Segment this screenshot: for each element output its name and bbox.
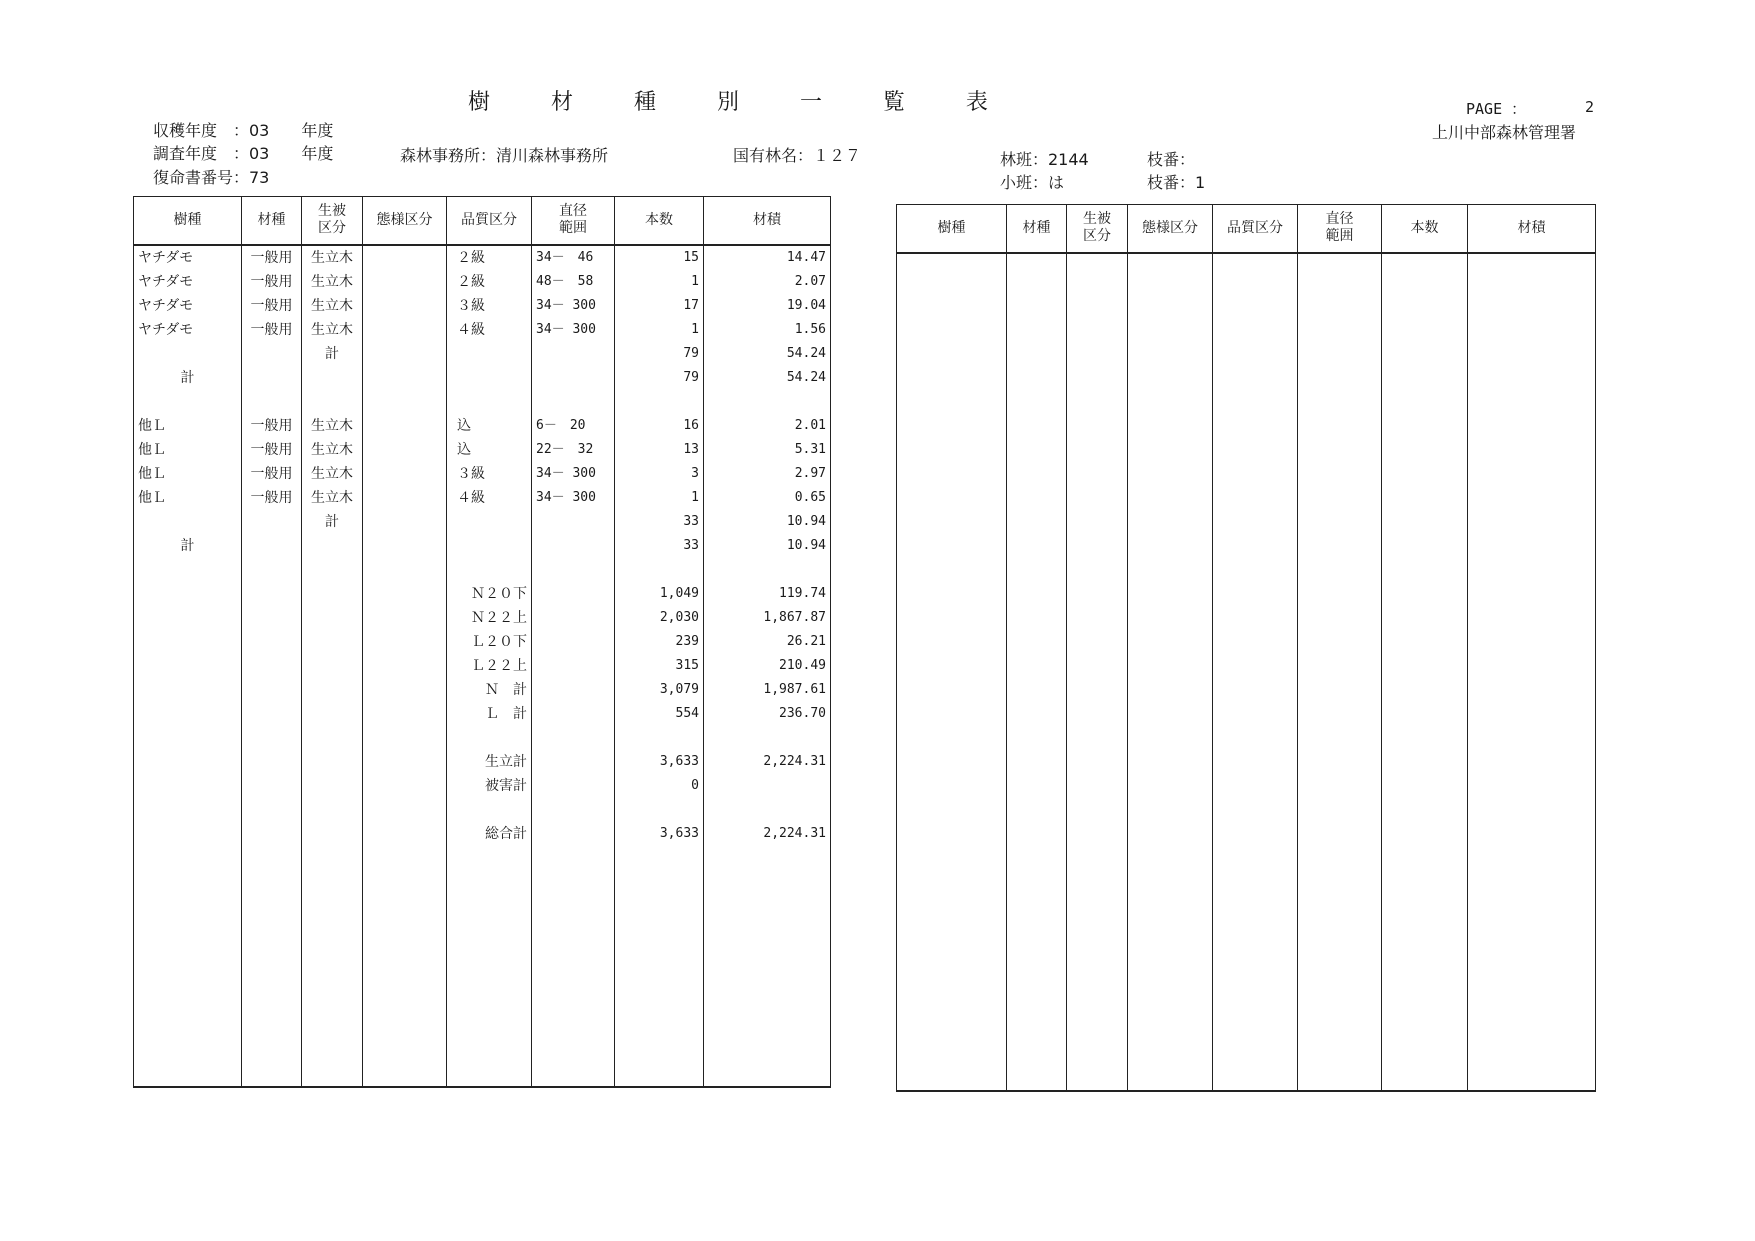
material-cell: 一般用 [242, 318, 302, 342]
species-cell: ヤチダモ [134, 270, 242, 294]
diameter-cell [532, 822, 615, 846]
table-row [134, 774, 831, 798]
count-cell: 1 [615, 486, 704, 510]
damage-cell [302, 558, 363, 582]
material-cell [242, 342, 302, 366]
species-cell [134, 774, 242, 798]
volume-cell: 10.94 [704, 534, 831, 558]
diameter-cell [532, 774, 615, 798]
volume-cell: 1,867.87 [704, 606, 831, 630]
damage-cell: 生立木 [302, 245, 363, 270]
quality-cell: 込 [447, 438, 532, 462]
material-cell [242, 774, 302, 798]
damage-cell [302, 822, 363, 846]
status-cell [363, 678, 447, 702]
empty-row [134, 846, 831, 1088]
title-char: 表 [965, 90, 988, 115]
quality-cell: 込 [447, 414, 532, 438]
species-cell: 他Ｌ [134, 414, 242, 438]
count-cell: 0 [615, 774, 704, 798]
damage-cell: 生立木 [302, 438, 363, 462]
col-material: 材種 [1007, 205, 1067, 253]
species-cell [134, 342, 242, 366]
diameter-cell [532, 342, 615, 366]
quality-cell: Ｌ２０下 [447, 630, 532, 654]
damage-cell [302, 390, 363, 414]
title-char: 別 [716, 90, 739, 115]
species-cell [134, 702, 242, 726]
col-status: 態様区分 [363, 197, 447, 245]
quality-cell: 総合計 [447, 822, 532, 846]
damage-cell: 生立木 [302, 486, 363, 510]
material-cell [242, 654, 302, 678]
col-diameter: 直径 範囲 [532, 197, 615, 245]
count-cell: 16 [615, 414, 704, 438]
table-row [134, 510, 831, 534]
col-volume: 材積 [704, 197, 831, 245]
count-cell [615, 726, 704, 750]
diameter-cell: 48－ 58 [532, 270, 615, 294]
col-species: 樹種 [897, 205, 1007, 253]
damage-cell [302, 654, 363, 678]
table-row [134, 654, 831, 678]
damage-cell [302, 798, 363, 822]
diameter-cell: 22－ 32 [532, 438, 615, 462]
damage-cell: 計 [302, 510, 363, 534]
status-cell [363, 774, 447, 798]
count-cell: 239 [615, 630, 704, 654]
quality-cell: Ｎ２０下 [447, 582, 532, 606]
forest-office: 森林事務所：清川森林事務所 [400, 146, 609, 165]
col-species: 樹種 [134, 197, 242, 245]
quality-cell [447, 534, 532, 558]
material-cell: 一般用 [242, 270, 302, 294]
table-row [134, 726, 831, 750]
table-row [134, 534, 831, 558]
count-cell: 13 [615, 438, 704, 462]
diameter-cell [532, 798, 615, 822]
diameter-cell [532, 390, 615, 414]
damage-cell: 生立木 [302, 294, 363, 318]
status-cell [363, 798, 447, 822]
status-cell [363, 462, 447, 486]
quality-cell: ３級 [447, 294, 532, 318]
quality-cell: 生立計 [447, 750, 532, 774]
species-cell: 他Ｌ [134, 462, 242, 486]
count-cell: 33 [615, 510, 704, 534]
species-cell: ヤチダモ [134, 245, 242, 270]
volume-cell [704, 390, 831, 414]
count-cell: 1 [615, 270, 704, 294]
diameter-cell: 34－ 46 [532, 245, 615, 270]
damage-cell [302, 702, 363, 726]
volume-cell: 1,987.61 [704, 678, 831, 702]
quality-cell: 被害計 [447, 774, 532, 798]
diameter-cell: 34－ 300 [532, 318, 615, 342]
material-cell: 一般用 [242, 438, 302, 462]
status-cell [363, 750, 447, 774]
table-row [134, 678, 831, 702]
status-cell [363, 726, 447, 750]
material-cell [242, 510, 302, 534]
count-cell: 3,079 [615, 678, 704, 702]
table-row [134, 294, 831, 318]
table-row [134, 630, 831, 654]
species-cell [134, 678, 242, 702]
diameter-cell: 34－ 300 [532, 462, 615, 486]
quality-cell [447, 558, 532, 582]
quality-cell: ４級 [447, 486, 532, 510]
col-material: 材種 [242, 197, 302, 245]
species-cell [134, 390, 242, 414]
material-cell [242, 702, 302, 726]
damage-cell: 計 [302, 342, 363, 366]
count-cell: 33 [615, 534, 704, 558]
quality-cell [447, 342, 532, 366]
status-cell [363, 558, 447, 582]
material-cell: 一般用 [242, 486, 302, 510]
document-title [468, 85, 988, 116]
species-table-right [896, 204, 1596, 1092]
title-char: 覧 [882, 90, 905, 115]
count-cell: 315 [615, 654, 704, 678]
edaban-2: 枝番：1 [1147, 173, 1206, 192]
diameter-cell [532, 630, 615, 654]
office-name: 上川中部森林管理署 [1432, 123, 1577, 142]
diameter-cell [532, 726, 615, 750]
status-cell [363, 582, 447, 606]
quality-cell: Ｌ 計 [447, 702, 532, 726]
count-cell: 2,030 [615, 606, 704, 630]
damage-cell [302, 630, 363, 654]
quality-cell: ２級 [447, 245, 532, 270]
diameter-cell: 34－ 300 [532, 486, 615, 510]
species-cell [134, 654, 242, 678]
count-cell: 17 [615, 294, 704, 318]
table-row [134, 414, 831, 438]
quality-cell [447, 510, 532, 534]
material-cell: 一般用 [242, 414, 302, 438]
volume-cell: 54.24 [704, 342, 831, 366]
damage-cell [302, 366, 363, 390]
status-cell [363, 390, 447, 414]
quality-cell: ２級 [447, 270, 532, 294]
volume-cell: 119.74 [704, 582, 831, 606]
material-cell [242, 822, 302, 846]
col-damage: 生被 区分 [1067, 205, 1128, 253]
species-cell [134, 510, 242, 534]
empty-row [897, 253, 1596, 1092]
species-cell [134, 582, 242, 606]
page-number: 2 [1585, 98, 1595, 116]
quality-cell: ３級 [447, 462, 532, 486]
table-row [134, 558, 831, 582]
count-cell: 3,633 [615, 750, 704, 774]
diameter-cell [532, 750, 615, 774]
volume-cell: 2.07 [704, 270, 831, 294]
count-cell: 79 [615, 342, 704, 366]
diameter-cell [532, 702, 615, 726]
table-row [134, 462, 831, 486]
diameter-cell: 34－ 300 [532, 294, 615, 318]
table-row [134, 270, 831, 294]
status-cell [363, 414, 447, 438]
damage-cell [302, 750, 363, 774]
col-diameter: 直径 範囲 [1298, 205, 1382, 253]
material-cell: 一般用 [242, 294, 302, 318]
table-row [134, 582, 831, 606]
count-cell: 1,049 [615, 582, 704, 606]
order-number: 復命書番号：73 [153, 168, 270, 187]
volume-cell: 236.70 [704, 702, 831, 726]
table-row [134, 798, 831, 822]
table-row [134, 342, 831, 366]
material-cell [242, 798, 302, 822]
volume-cell: 2,224.31 [704, 750, 831, 774]
volume-cell: 5.31 [704, 438, 831, 462]
table-row [134, 702, 831, 726]
species-cell [134, 798, 242, 822]
quality-cell [447, 390, 532, 414]
table-row [134, 390, 831, 414]
volume-cell: 14.47 [704, 245, 831, 270]
table-row [134, 486, 831, 510]
status-cell [363, 342, 447, 366]
species-cell: 計 [134, 534, 242, 558]
diameter-cell [532, 510, 615, 534]
volume-cell [704, 726, 831, 750]
volume-cell: 2,224.31 [704, 822, 831, 846]
diameter-cell [532, 678, 615, 702]
species-cell: 他Ｌ [134, 438, 242, 462]
diameter-cell [532, 366, 615, 390]
damage-cell: 生立木 [302, 270, 363, 294]
table-row [134, 318, 831, 342]
quality-cell: Ｎ２２上 [447, 606, 532, 630]
volume-cell: 210.49 [704, 654, 831, 678]
quality-cell [447, 366, 532, 390]
table-row [134, 750, 831, 774]
volume-cell: 54.24 [704, 366, 831, 390]
national-forest-name: 国有林名：１２７ [733, 146, 862, 165]
species-table-left [133, 196, 831, 1088]
status-cell [363, 270, 447, 294]
diameter-cell [532, 558, 615, 582]
status-cell [363, 486, 447, 510]
count-cell: 3,633 [615, 822, 704, 846]
status-cell [363, 822, 447, 846]
count-cell: 15 [615, 245, 704, 270]
material-cell [242, 678, 302, 702]
count-cell: 3 [615, 462, 704, 486]
status-cell [363, 245, 447, 270]
species-cell [134, 750, 242, 774]
volume-cell [704, 774, 831, 798]
status-cell [363, 654, 447, 678]
quality-cell: Ｎ 計 [447, 678, 532, 702]
damage-cell [302, 678, 363, 702]
volume-cell: 0.65 [704, 486, 831, 510]
survey-year: 調査年度 ：03 年度 [153, 144, 334, 163]
col-volume: 材積 [1468, 205, 1596, 253]
species-cell: ヤチダモ [134, 318, 242, 342]
material-cell [242, 582, 302, 606]
material-cell [242, 750, 302, 774]
status-cell [363, 702, 447, 726]
volume-cell: 2.97 [704, 462, 831, 486]
status-cell [363, 438, 447, 462]
diameter-cell [532, 534, 615, 558]
table-body-empty [897, 253, 1596, 1092]
volume-cell: 19.04 [704, 294, 831, 318]
damage-cell [302, 534, 363, 558]
material-cell [242, 390, 302, 414]
header-row [897, 205, 1596, 253]
col-quality: 品質区分 [447, 197, 532, 245]
table-row [134, 245, 831, 270]
diameter-cell [532, 582, 615, 606]
quality-cell [447, 726, 532, 750]
count-cell: 1 [615, 318, 704, 342]
status-cell [363, 366, 447, 390]
damage-cell [302, 606, 363, 630]
volume-cell: 26.21 [704, 630, 831, 654]
species-cell [134, 822, 242, 846]
damage-cell: 生立木 [302, 318, 363, 342]
diameter-cell: 6－ 20 [532, 414, 615, 438]
table-row [134, 438, 831, 462]
status-cell [363, 630, 447, 654]
material-cell: 一般用 [242, 462, 302, 486]
status-cell [363, 510, 447, 534]
damage-cell: 生立木 [302, 462, 363, 486]
col-quality: 品質区分 [1213, 205, 1298, 253]
title-char: 材 [550, 90, 573, 115]
material-cell [242, 726, 302, 750]
volume-cell: 2.01 [704, 414, 831, 438]
count-cell [615, 390, 704, 414]
table-row [134, 822, 831, 846]
material-cell [242, 534, 302, 558]
shohan: 小班：は [1000, 173, 1065, 192]
table-body [134, 245, 831, 1088]
species-cell [134, 726, 242, 750]
material-cell [242, 366, 302, 390]
quality-cell [447, 798, 532, 822]
status-cell [363, 606, 447, 630]
quality-cell: ４級 [447, 318, 532, 342]
col-count: 本数 [1382, 205, 1468, 253]
volume-cell [704, 558, 831, 582]
volume-cell [704, 798, 831, 822]
table-row [134, 366, 831, 390]
status-cell [363, 294, 447, 318]
col-status: 態様区分 [1128, 205, 1213, 253]
count-cell: 554 [615, 702, 704, 726]
material-cell [242, 558, 302, 582]
species-cell [134, 558, 242, 582]
material-cell: 一般用 [242, 245, 302, 270]
quality-cell: Ｌ２２上 [447, 654, 532, 678]
title-char: 種 [633, 90, 656, 115]
count-cell: 79 [615, 366, 704, 390]
status-cell [363, 534, 447, 558]
damage-cell: 生立木 [302, 414, 363, 438]
rinpan: 林班：2144 [1000, 150, 1089, 169]
col-damage: 生被 区分 [302, 197, 363, 245]
header-row [134, 197, 831, 245]
material-cell [242, 630, 302, 654]
diameter-cell [532, 606, 615, 630]
table-row [134, 606, 831, 630]
edaban-1: 枝番： [1147, 150, 1196, 169]
volume-cell: 1.56 [704, 318, 831, 342]
species-cell [134, 606, 242, 630]
count-cell [615, 558, 704, 582]
species-cell: 計 [134, 366, 242, 390]
count-cell [615, 798, 704, 822]
material-cell [242, 606, 302, 630]
species-cell [134, 630, 242, 654]
damage-cell [302, 582, 363, 606]
damage-cell [302, 726, 363, 750]
col-count: 本数 [615, 197, 704, 245]
volume-cell: 10.94 [704, 510, 831, 534]
harvest-year: 収穫年度 ：03 年度 [153, 121, 334, 140]
title-char: 一 [799, 90, 822, 115]
species-cell: ヤチダモ [134, 294, 242, 318]
status-cell [363, 318, 447, 342]
page-label: PAGE ： [1466, 100, 1527, 118]
diameter-cell [532, 654, 615, 678]
species-cell: 他Ｌ [134, 486, 242, 510]
title-char: 樹 [468, 90, 491, 115]
damage-cell [302, 774, 363, 798]
